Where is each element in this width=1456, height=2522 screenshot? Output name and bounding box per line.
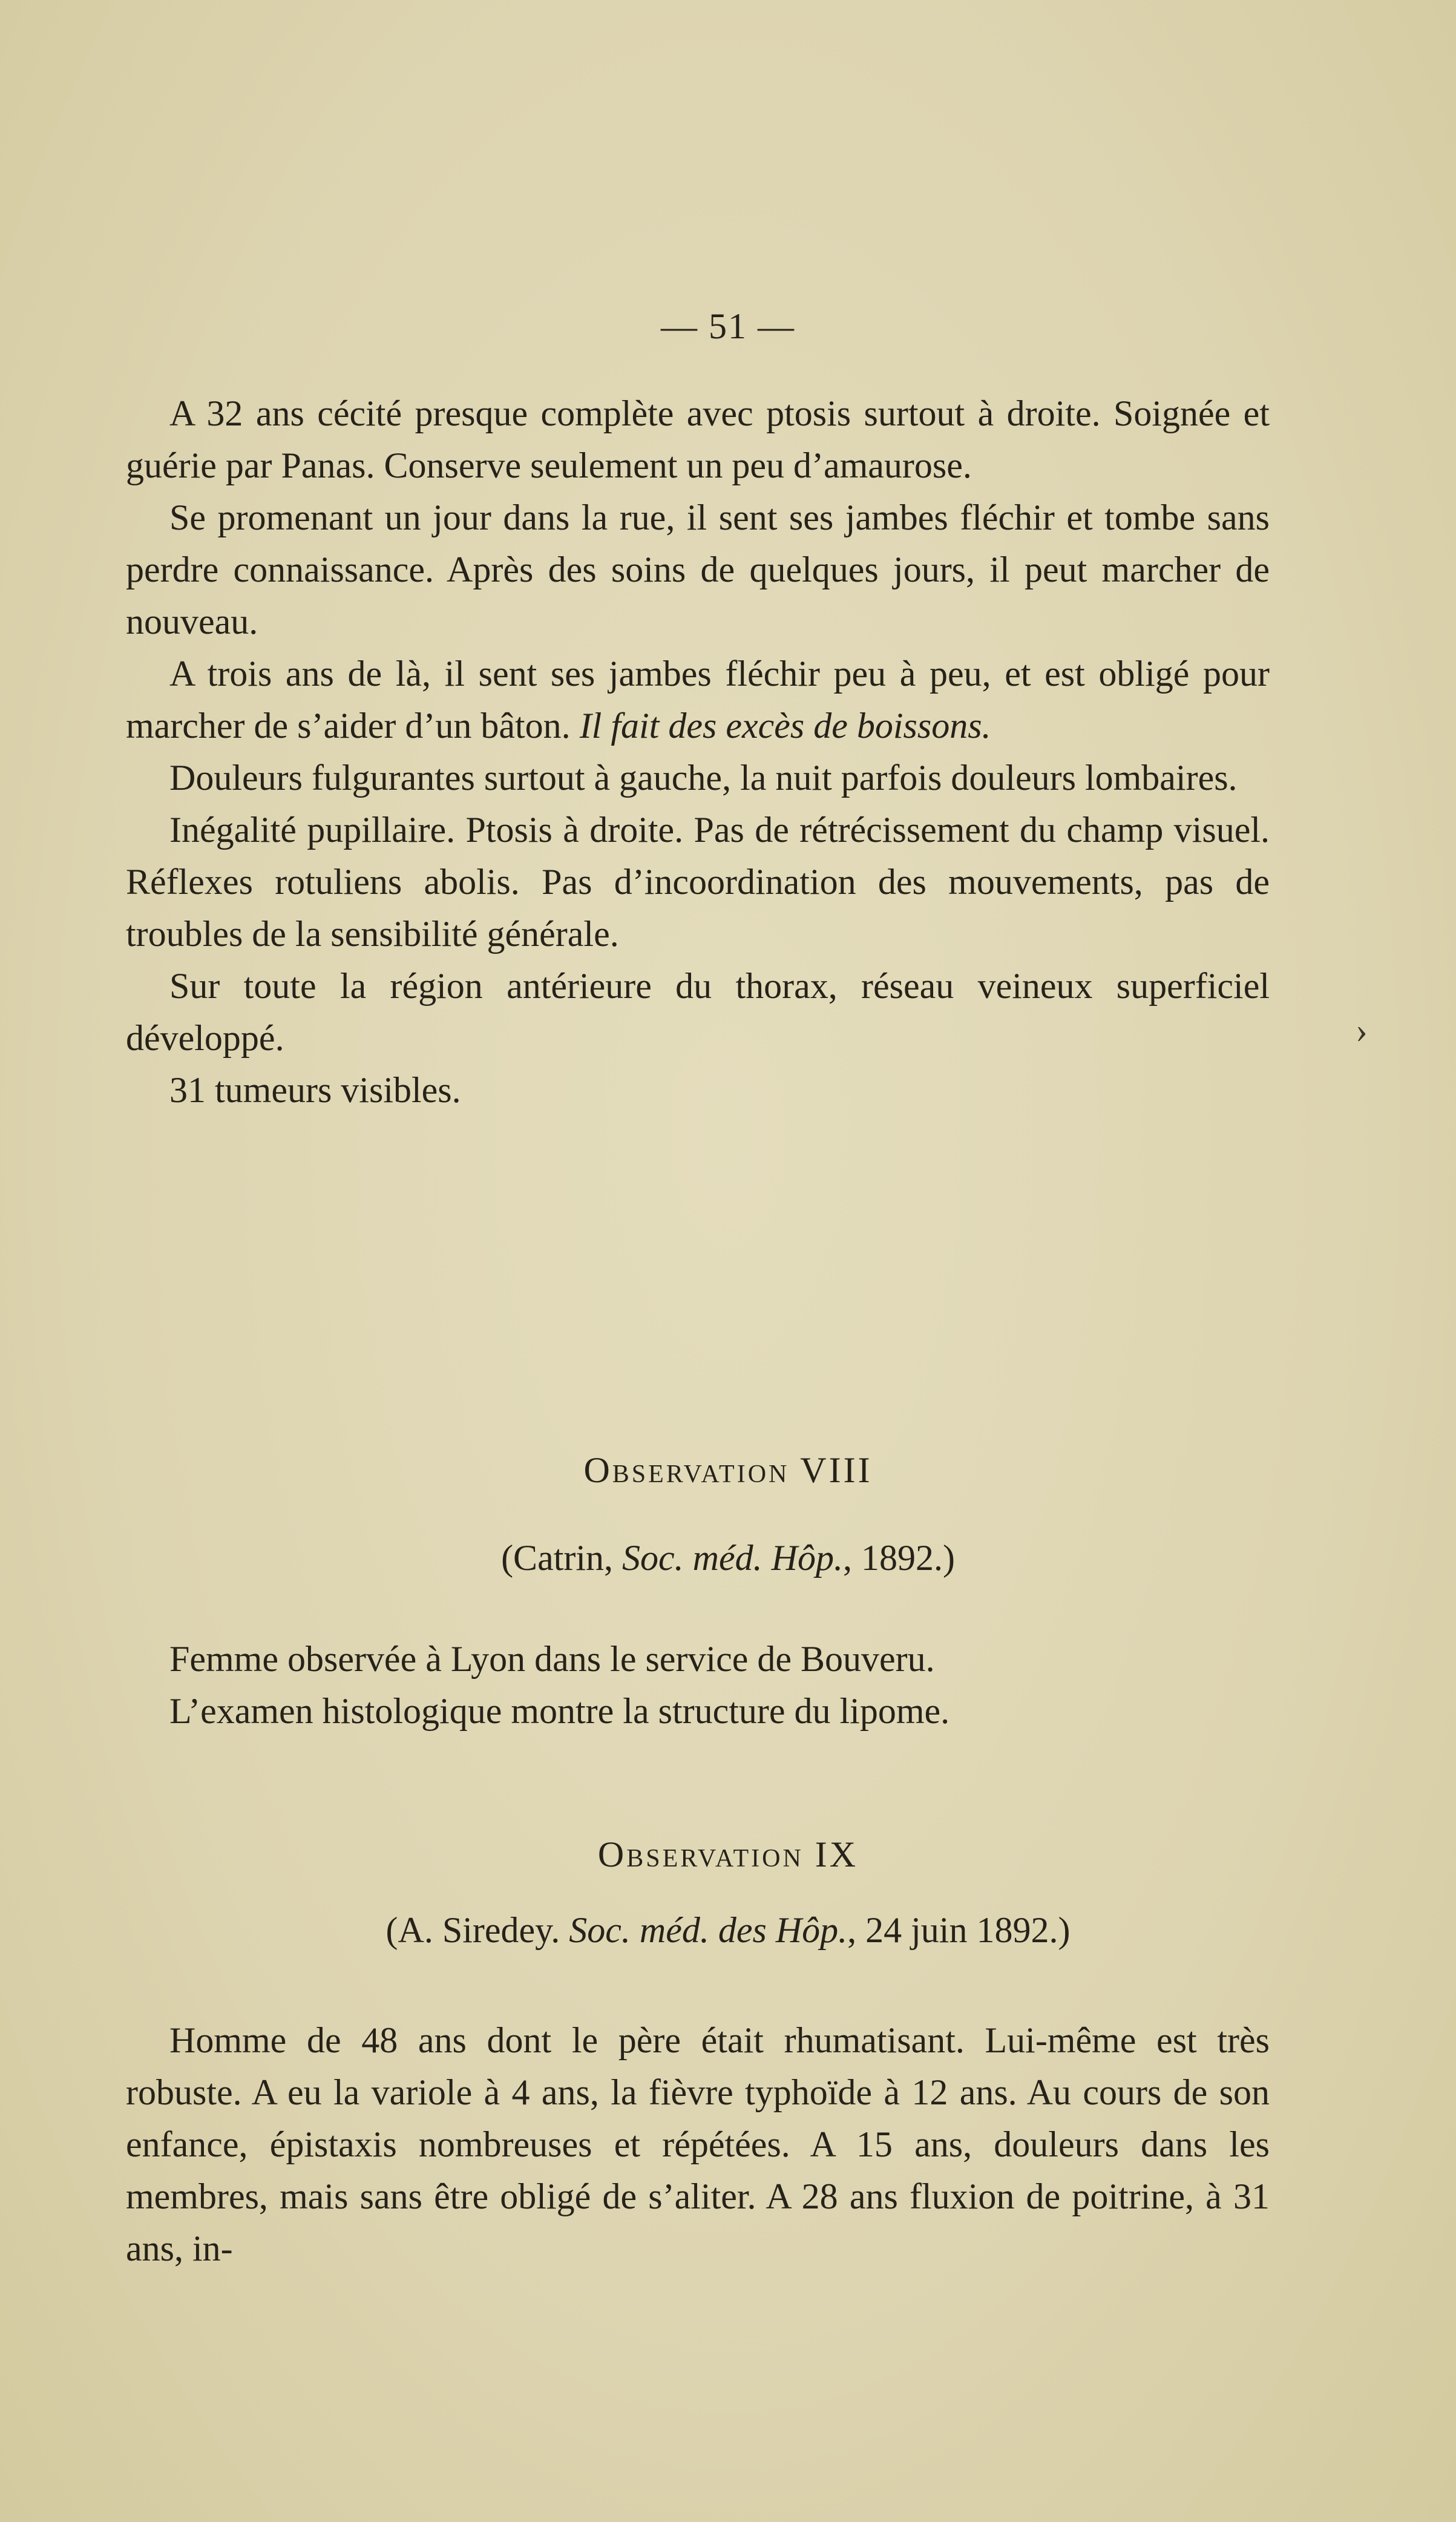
obs9-citation-close: , 24 juin 1892.) — [847, 1910, 1071, 1950]
obs8-line-2: L’examen histologique montre la structure du lipome. — [169, 1691, 950, 1731]
obs9-paragraph: Homme de 48 ans dont le père était rhumatisant. Lui-même est très robuste. A eu la variole à 4 ans, la fièvre typhoïde à 12 ans. Au cours de son enfance, épistaxis nombreuses et répétées. A 15 ans, douleurs dans les membres, mais sans être obligé de s’aliter. A 28 ans fluxion de poitrine, à 31 ans, in- — [126, 2020, 1270, 2268]
observation-ix-heading: Observation IX — [597, 1834, 859, 1874]
paragraph-walk-fall: Se promenant un jour dans la rue, il sent ses jambes fléchir et tombe sans perdre connaissance. Après des soins de quelques jours, il peut marcher de nouveau. — [126, 498, 1270, 642]
case-vii-continuation — [126, 387, 1270, 1116]
paragraph-three-years-italic: Il fait des excès de boissons. — [579, 706, 991, 746]
paragraph-thorax: Sur toute la région antérieure du thorax, réseau veineux superficiel développé. — [126, 966, 1270, 1058]
observation-ix-citation — [0, 1910, 1456, 1951]
observation-ix-body — [126, 2014, 1270, 2274]
paragraph-three-years-later — [126, 648, 1270, 752]
obs8-citation-journal: Soc. méd. Hôp. — [622, 1538, 843, 1578]
paragraph-tumours: 31 tumeurs visibles. — [169, 1070, 461, 1110]
observation-viii-citation — [0, 1537, 1456, 1579]
paragraph-three-years-text: A trois ans de là, il sent ses jambes fléchir peu à peu, et est obligé pour marcher de s’aider d’un bâton. — [126, 654, 1270, 746]
observation-viii-body — [126, 1633, 1270, 1737]
obs8-citation-close: , 1892.) — [842, 1538, 955, 1578]
obs8-line-1: Femme observée à Lyon dans le service de Bouveru. — [169, 1639, 935, 1679]
observation-viii-heading: Observation VIII — [583, 1450, 873, 1490]
obs9-citation-open: (A. Siredey. — [385, 1910, 569, 1950]
paragraph-pains: Douleurs fulgurantes surtout à gauche, la nuit parfois douleurs lombaires. — [169, 758, 1238, 798]
paragraph-exam: Inégalité pupillaire. Ptosis à droite. Pas de rétrécissement du champ visuel. Réflexes rotuliens abolis. Pas d’incoordination des mouvements, pas de troubles de la sensibilité générale. — [126, 810, 1270, 954]
margin-mark: › — [1356, 1010, 1368, 1050]
page-number: — 51 — — [661, 306, 795, 346]
paragraph-blindness: A 32 ans cécité presque complète avec ptosis surtout à droite. Soignée et guérie par Panas. Conserve seulement un peu d’amaurose. — [126, 393, 1270, 485]
obs9-citation-journal: Soc. méd. des Hôp. — [569, 1910, 848, 1950]
obs8-citation-open: (Catrin, — [501, 1538, 623, 1578]
